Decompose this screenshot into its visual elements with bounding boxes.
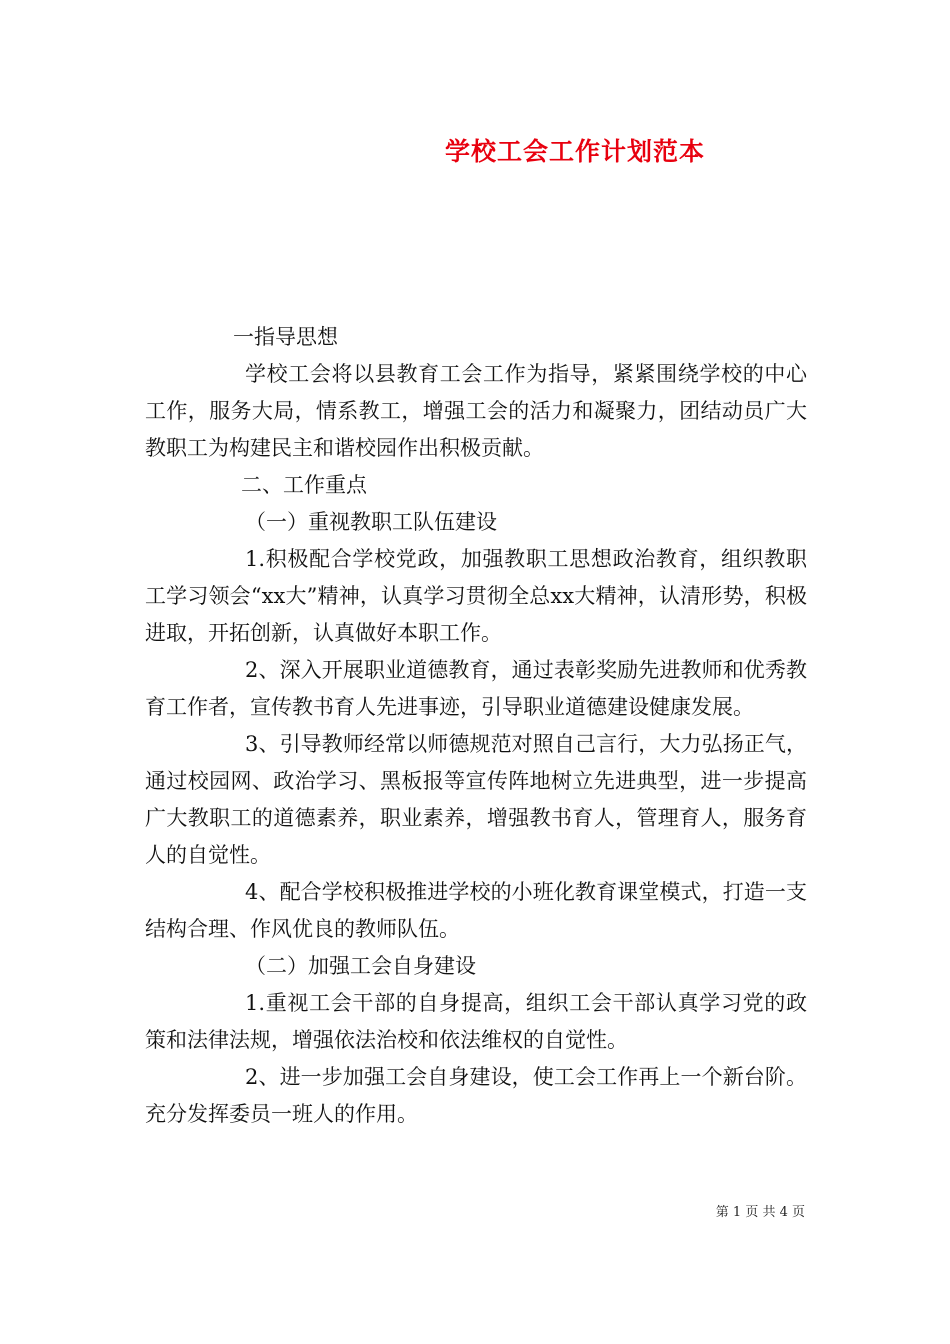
paragraph-item-3: 3、引导教师经常以师德规范对照自己言行，大力弘扬正气，通过校园网、政治学习、黑板报等宣传阵地树立先进典型，进一步提高广大教职工的道德素养，职业素养，增强教书育人，管理育人，服务育人的自觉性。 (145, 732, 807, 867)
paragraph-union-item-1: 1.重视工会干部的自身提高，组织工会干部认真学习党的政策和法律法规，增强依法治校和依法维权的自觉性。 (145, 991, 807, 1052)
heading-guiding-ideology: 一指导思想 (233, 325, 338, 349)
heading-work-focus: 二、工作重点 (241, 473, 367, 497)
paragraph-item-4: 4、配合学校积极推进学校的小班化教育课堂模式，打造一支结构合理、作风优良的教师队伍。 (145, 880, 807, 941)
subheading-union-building: （二）加强工会自身建设 (245, 954, 476, 978)
document-body (145, 319, 807, 1133)
subheading-staff-building: （一）重视教职工队伍建设 (245, 510, 497, 534)
paragraph-guiding-ideology: 学校工会将以县教育工会工作为指导，紧紧围绕学校的中心工作，服务大局，情系教工，增强工会的活力和凝聚力，团结动员广大教职工为构建民主和谐校园作出积极贡献。 (145, 362, 807, 460)
paragraph-item-2: 2、深入开展职业道德教育，通过表彰奖励先进教师和优秀教育工作者，宣传教书育人先进事迹，引导职业道德建设健康发展。 (145, 658, 807, 719)
paragraph-union-item-2: 2、进一步加强工会自身建设，使工会工作再上一个新台阶。充分发挥委员一班人的作用。 (145, 1065, 807, 1126)
page-number: 第 1 页 共 4 页 (715, 1205, 805, 1220)
document-title: 学校工会工作计划范本 (444, 137, 705, 166)
paragraph-item-1: 1.积极配合学校党政，加强教职工思想政治教育，组织教职工学习领会“xx大”精神，认真学习贯彻全总xx大精神，认清形势，积极进取，开拓创新，认真做好本职工作。 (145, 547, 807, 645)
